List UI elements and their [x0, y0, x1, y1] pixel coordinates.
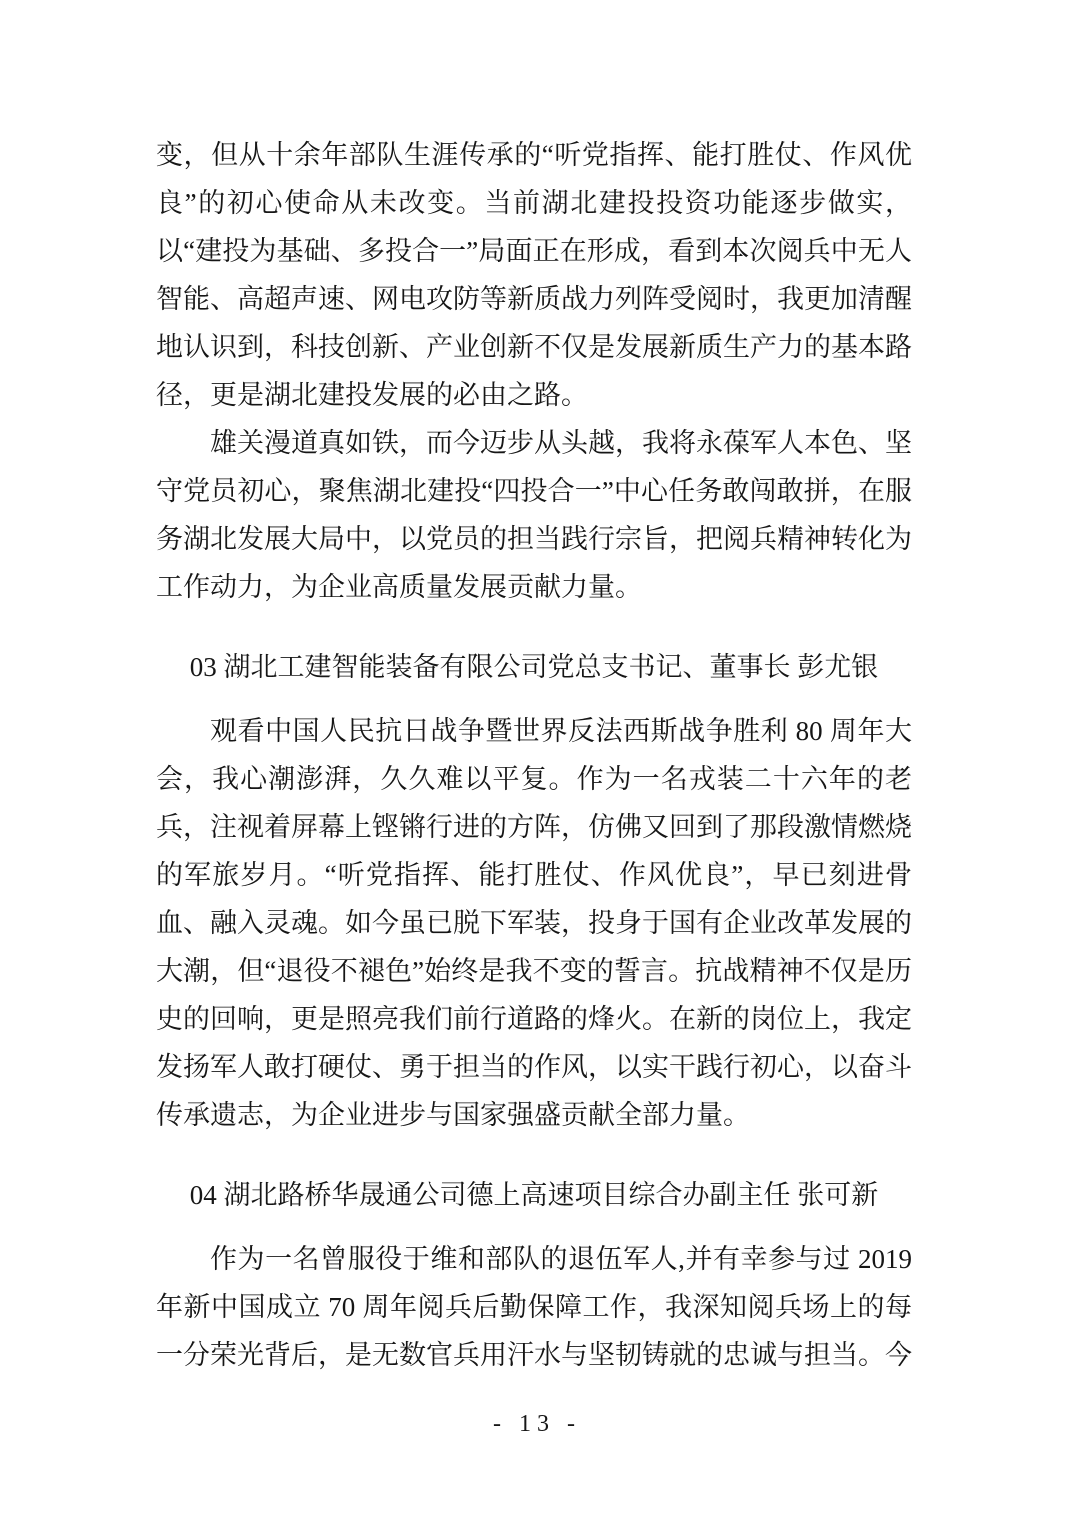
document-body — [156, 131, 912, 1379]
body-paragraph: 观看中国人民抗日战争暨世界反法西斯战争胜利 80 周年大会，我心潮澎湃，久久难以平复。作为一名戎装二十六年的老兵，注视着屏幕上铿锵行进的方阵，仿佛又回到了那段激情燃烧的军旅岁月。“听党指挥、能打胜仗、作风优良”，早已刻进骨血、融入灵魂。如今虽已脱下军装，投身于国有企业改革发展的大潮，但“退役不褪色”始终是我不变的誓言。抗战精神不仅是历史的回响，更是照亮我们前行道路的烽火。在新的岗位上，我定发扬军人敢打硬仗、勇于担当的作风，以实干践行初心，以奋斗传承遗志，为企业进步与国家强盛贡献全部力量。 — [156, 716, 912, 1130]
section-heading: 03 湖北工建智能装备有限公司党总支书记、董事长 彭尤银 — [189, 652, 879, 682]
section-heading: 04 湖北路桥华晟通公司德上高速项目综合办副主任 张可新 — [189, 1180, 879, 1210]
body-paragraph: 变，但从十余年部队生涯传承的“听党指挥、能打胜仗、作风优良”的初心使命从未改变。当前湖北建投投资功能逐步做实，以“建投为基础、多投合一”局面正在形成，看到本次阅兵中无人智能、高超声速、网电攻防等新质战力列阵受阅时，我更加清醒地认识到，科技创新、产业创新不仅是发展新质生产力的基本路径，更是湖北建投发展的必由之路。 — [156, 140, 912, 410]
body-paragraph: 雄关漫道真如铁，而今迈步从头越，我将永葆军人本色、坚守党员初心，聚焦湖北建投“四投合一”中心任务敢闯敢拼，在服务湖北发展大局中，以党员的担当践行宗旨，把阅兵精神转化为工作动力，为企业高质量发展贡献力量。 — [156, 428, 912, 602]
body-paragraph: 作为一名曾服役于维和部队的退伍军人,并有幸参与过 2019 年新中国成立 70 周年阅兵后勤保障工作，我深知阅兵场上的每一分荣光背后，是无数官兵用汗水与坚韧铸就的忠诚与担当。今 — [156, 1244, 912, 1370]
page-number: - 13 - — [493, 1411, 581, 1437]
